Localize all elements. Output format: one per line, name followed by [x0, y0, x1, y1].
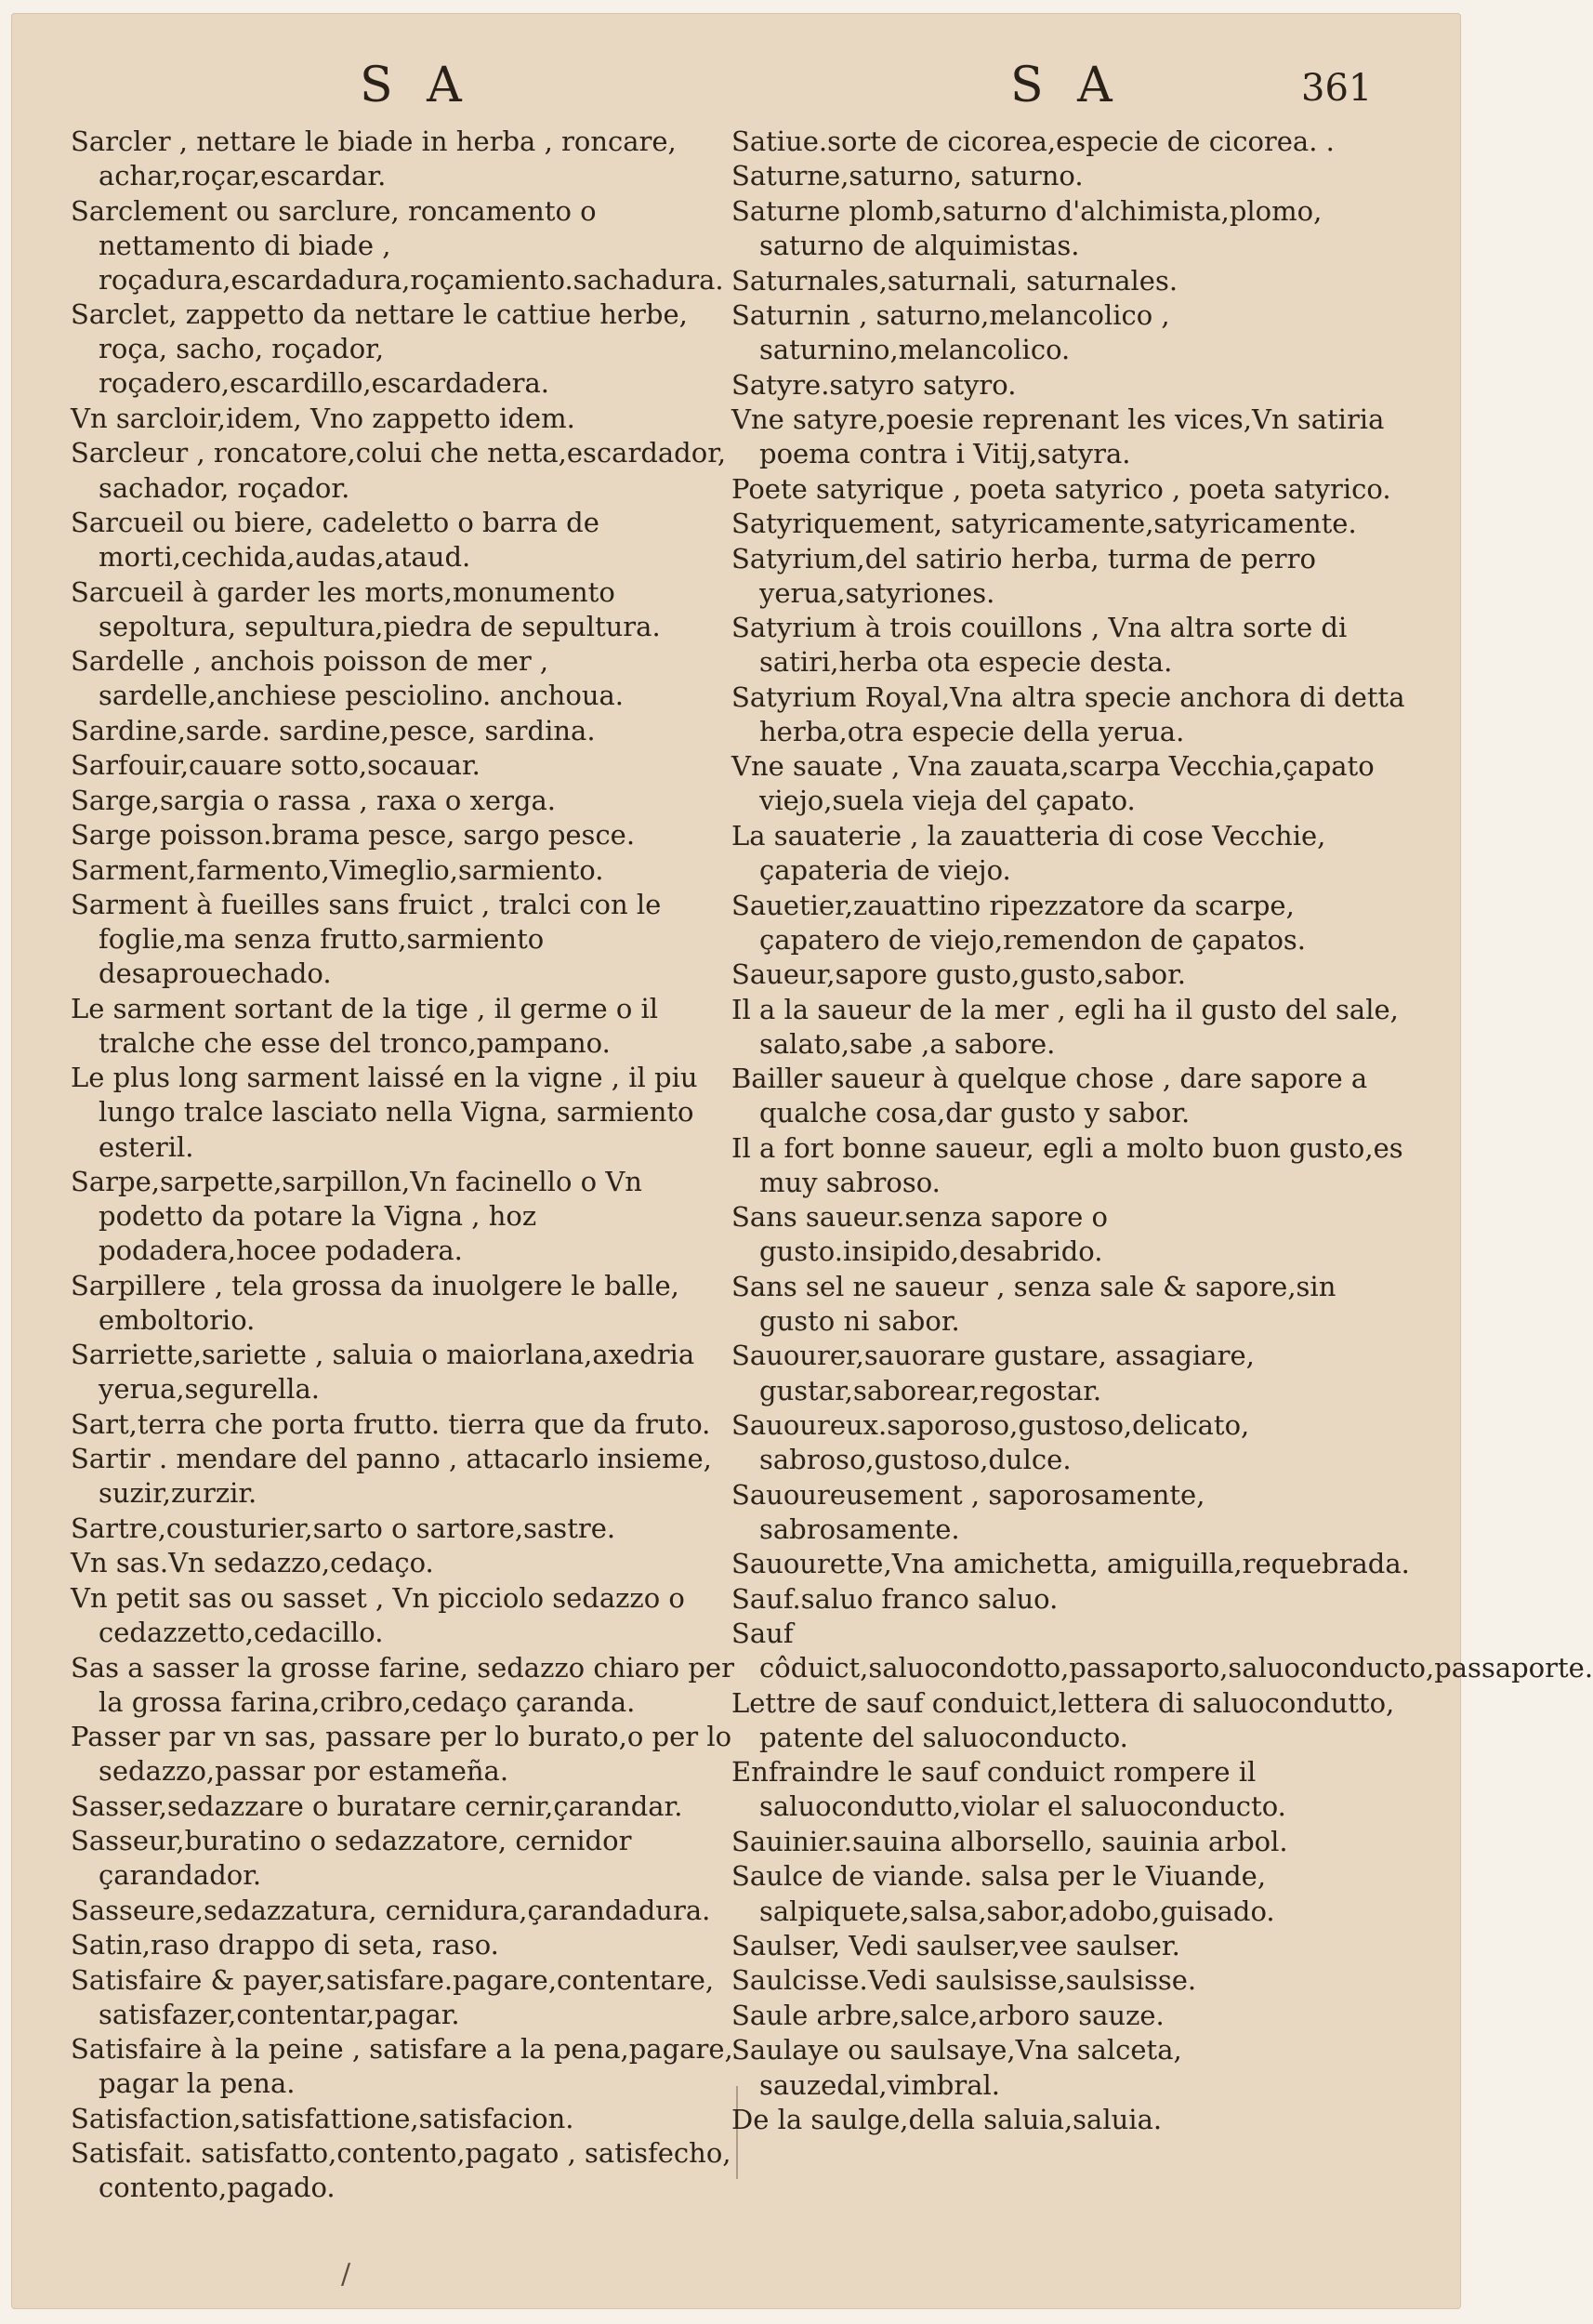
dictionary-entry: Saule arbre,salce,arboro sauze. — [731, 1999, 1165, 2031]
dictionary-entry: Sasseure,sedazzatura, cernidura,çarandadura. — [71, 1894, 711, 1926]
dictionary-entry: Saulce de viande. salsa per le Viuande, salpiquete,salsa,sabor,adobo,guisado. — [731, 1860, 1275, 1927]
dictionary-entry: De la saulge,della saluia,saluia. — [731, 2104, 1163, 2136]
dictionary-entry: Sauf.saluo franco saluo. — [731, 1582, 1059, 1615]
dictionary-entry: Satiue.sorte de cicorea,especie de cicorea. . — [731, 125, 1335, 157]
dictionary-entry: Satisfaction,satisfattione,satisfacion. — [71, 2102, 574, 2134]
dictionary-entry: Saueur,sapore gusto,gusto,sabor. — [731, 958, 1187, 991]
dictionary-entry: Sauetier,zauattino ripezzatore da scarpe, çapatero de viejo,remendon de çapatos. — [731, 889, 1307, 956]
dictionary-entry: Sarge,sargia o rassa , raxa o xerga. — [71, 784, 557, 816]
dictionary-entry: Sasser,sedazzare o buratare cernir,çarandar. — [71, 1789, 683, 1822]
dictionary-entry: Sarment,farmento,Vimeglio,sarmiento. — [71, 853, 604, 886]
dictionary-entry: Sas a sasser la grosse farine, sedazzo chiaro per la grossa farina,cribro,cedaço çaranda. — [71, 1651, 734, 1718]
dictionary-entry: Sauourer,sauorare gustare, assagiare, gustar,saborear,regostar. — [731, 1340, 1255, 1406]
running-head-right: S A — [1010, 58, 1122, 113]
dictionary-entry: Vn sarcloir,idem, Vno zappetto idem. — [71, 402, 575, 434]
dictionary-entry: Vn sas.Vn sedazzo,cedaço. — [71, 1547, 434, 1579]
dictionary-entry: La sauaterie , la zauatteria di cose Vecchie, çapateria de viejo. — [731, 819, 1326, 887]
dictionary-entry: Vne satyre,poesie reprenant les vices,Vn satiria poema contra i Vitij,satyra. — [731, 403, 1385, 470]
dictionary-entry: Sarpe,sarpette,sarpillon,Vn facinello o Vn podetto da potare la Vigna , hoz podadera,hocee podadera. — [71, 1166, 642, 1267]
dictionary-entry: Saturnin , saturno,melancolico , saturnino,melancolico. — [731, 299, 1170, 366]
dictionary-entry: Sart,terra che porta frutto. tierra que da fruto. — [71, 1407, 711, 1440]
dictionary-entry: Sarriette,sariette , saluia o maiorlana,axedria yerua,segurella. — [71, 1339, 695, 1406]
dictionary-entry: Sasseur,buratino o sedazzatore, cernidor çarandador. — [71, 1825, 632, 1892]
dictionary-entry: Satisfaire à la peine , satisfare a la pena,pagare, pagar la pena. — [71, 2033, 733, 2100]
dictionary-entry: Satyriquement, satyricamente,satyricamente. — [731, 508, 1357, 540]
dictionary-entry: Vne sauate , Vna zauata,scarpa Vecchia,çapato viejo,suela vieja del çapato. — [731, 750, 1375, 817]
dictionary-entry: Il a fort bonne saueur, egli a molto buon gusto,es muy sabroso. — [731, 1131, 1403, 1198]
dictionary-entry: Poete satyrique , poeta satyrico , poeta satyrico. — [731, 472, 1391, 505]
dictionary-entry: Bailler saueur à quelque chose , dare sapore a qualche cosa,dar gusto y sabor. — [731, 1063, 1368, 1129]
dictionary-entry: Passer par vn sas, passare per lo burato,o per lo sedazzo,passar por estameña. — [71, 1721, 732, 1788]
stray-mark: / — [341, 2258, 351, 2291]
dictionary-entry: Sarclet, zappetto da nettare le cattiue herbe, roça, sacho, roçador, roçadero,escardillo,escardadera. — [71, 298, 688, 400]
dictionary-entry: Sauf côduict,saluocondotto,passaporto,saluoconducto,passaporte. — [731, 1618, 1593, 1684]
page-header — [11, 58, 1461, 123]
dictionary-entry: Il a la saueur de la mer , egli ha il gusto del sale, salato,sabe ,a sabore. — [731, 993, 1399, 1060]
left-column — [71, 125, 740, 2202]
dictionary-entry: Satin,raso drappo di seta, raso. — [71, 1929, 499, 1961]
dictionary-entry: Sarment à fueilles sans fruict , tralci con le foglie,ma senza frutto,sarmiento desaprouechado. — [71, 889, 662, 990]
dictionary-entry: Saulaye ou saulsaye,Vna salceta, sauzedal,vimbral. — [731, 2034, 1182, 2101]
dictionary-entry: Saturne,saturno, saturno. — [731, 160, 1084, 192]
dictionary-entry: Sauinier.sauina alborsello, sauinia arbol. — [731, 1825, 1288, 1857]
dictionary-entry: Sans saueur.senza sapore o gusto.insipido,desabrido. — [731, 1201, 1108, 1268]
dictionary-entry: Saturnales,saturnali, saturnales. — [731, 264, 1178, 297]
dictionary-entry: Sauourette,Vna amichetta, amiguilla,requebrada. — [731, 1548, 1410, 1580]
dictionary-entry: Sarcueil ou biere, cadeletto o barra de morti,cechida,audas,ataud. — [71, 506, 599, 574]
dictionary-entry: Sarge poisson.brama pesce, sargo pesce. — [71, 819, 636, 852]
dictionary-entry: Saturne plomb,saturno d'alchimista,plomo, saturno de alquimistas. — [731, 194, 1323, 262]
dictionary-entry: Sauoureux.saporoso,gustoso,delicato, sabroso,gustoso,dulce. — [731, 1409, 1250, 1476]
dictionary-entry: Vn petit sas ou sasset , Vn picciolo sedazzo o cedazzetto,cedacillo. — [71, 1581, 685, 1649]
dictionary-entry: Sarcleur , roncatore,colui che netta,escardador, sachador, roçador. — [71, 437, 727, 504]
dictionary-entry: Lettre de sauf conduict,lettera di saluocondutto, patente del saluoconducto. — [731, 1686, 1395, 1753]
dictionary-entry: Saulcisse.Vedi saulsisse,saulsisse. — [731, 1964, 1197, 1997]
dictionary-entry: Sarfouir,cauare sotto,socauar. — [71, 749, 481, 782]
dictionary-entry: Saulser, Vedi saulser,vee saulser. — [731, 1929, 1180, 1961]
dictionary-entry: Satisfait. satisfatto,contento,pagato , satisfecho, contento,pagado. — [71, 2137, 731, 2204]
right-column — [731, 125, 1593, 2202]
dictionary-entry: Sardine,sarde. sardine,pesce, sardina. — [71, 714, 596, 746]
dictionary-entry: Satyrium Royal,Vna altra specie anchora di detta herba,otra especie della yerua. — [731, 680, 1405, 747]
book-page — [11, 13, 1593, 2309]
dictionary-entry: Sarcueil à garder les morts,monumento sepoltura, sepultura,piedra de sepultura. — [71, 575, 661, 642]
dictionary-entry: Sarclement ou sarclure, roncamento o nettamento di biade , roçadura,escardadura,roçamiento.sachadura. — [71, 194, 724, 296]
dictionary-entry: Sarcler , nettare le biade in herba , roncare, achar,roçar,escardar. — [71, 125, 677, 192]
dictionary-entry: Le plus long sarment laissé en la vigne , il piu lungo tralce lasciato nella Vigna, sarmiento esteril. — [71, 1062, 698, 1163]
dictionary-entry: Satisfaire & payer,satisfare.pagare,contentare, satisfazer,contentar,pagar. — [71, 1963, 715, 2030]
dictionary-entry: Sauoureusement , saporosamente, sabrosamente. — [731, 1478, 1205, 1545]
dictionary-entry: Sartre,cousturier,sarto o sartore,sastre. — [71, 1512, 616, 1544]
dictionary-entry: Le sarment sortant de la tige , il germe o il tralche che esse del tronco,pampano. — [71, 992, 659, 1059]
dictionary-entry: Sans sel ne saueur , senza sale & sapore,sin gusto ni sabor. — [731, 1270, 1336, 1337]
page-number: 361 — [1301, 67, 1373, 110]
dictionary-entry: Sardelle , anchois poisson de mer , sardelle,anchiese pesciolino. anchoua. — [71, 645, 625, 712]
running-head-left: S A — [360, 58, 471, 113]
dictionary-entry: Sartir . mendare del panno , attacarlo insieme, suzir,zurzir. — [71, 1443, 712, 1510]
dictionary-entry: Enfraindre le sauf conduict rompere il saluocondutto,violar el saluoconducto. — [731, 1756, 1286, 1823]
dictionary-entry: Satyrium à trois couillons , Vna altra sorte di satiri,herba ota especie desta. — [731, 612, 1348, 679]
dictionary-entry: Satyre.satyro satyro. — [731, 368, 1017, 401]
dictionary-entry: Sarpillere , tela grossa da inuolgere le balle, emboltorio. — [71, 1269, 679, 1336]
dictionary-entry: Satyrium,del satirio herba, turma de perro yerua,satyriones. — [731, 542, 1316, 609]
